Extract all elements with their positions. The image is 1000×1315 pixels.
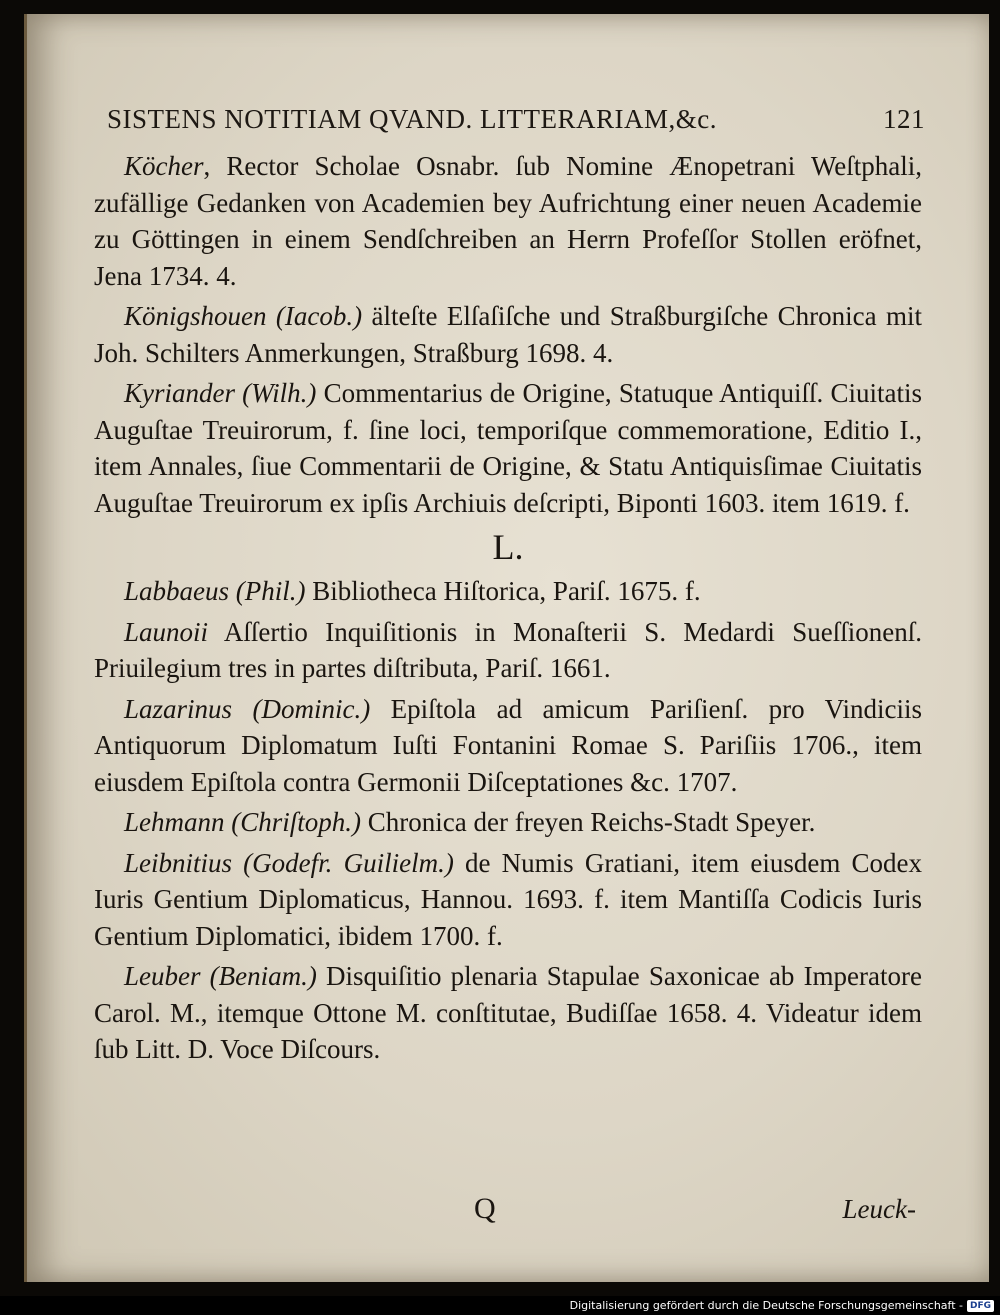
entry-text: de Numis Gratiani, item eiusdem Codex Iuris Gentium Diplomaticus, Hannou. 1693. f. item Mantiſſa Codicis Iuris Gentium Diplomatici, ibidem 1700. f. [94, 847, 922, 951]
body-text [94, 148, 922, 1072]
entry-text: , Rector Scholae Osnabr. ſub Nomine Ænopetrani Weſtphali, zufällige Gedanken von Academien bey Aufrichtung einer neuen Academie zu Göttingen in einem Sendſchreiben an Herrn Profeſſor Stollen eröfnet, Jena 1734. 4. [94, 151, 922, 291]
entry-text: Chronica der freyen Reichs-Stadt Speyer. [361, 807, 816, 837]
entry-kyriander [94, 375, 922, 521]
entry-text: Epiſtola ad amicum Pariſienſ. pro Vindiciis Antiquorum Diplomatum Iuſti Fontanini Romae S. Pariſiis 1706., item eiusdem Epiſtola contra Germonii Diſceptationes &c. 1707. [94, 693, 922, 797]
entry-author: Leibnitius (Godefr. Guilielm.) [124, 847, 454, 878]
entry-lazarinus [94, 691, 922, 801]
entry-leibnitius [94, 845, 922, 955]
entry-author: Launoii [124, 616, 209, 647]
entry-text: Commentarius de Origine, Statuque Antiquiſſ. Ciuitatis Auguſtae Treuirorum, f. ſine loci, temporiſque commemoratione, Editio I., item Annales, ſiue Commentarii de Origine, & Statu Antiquisſimae Ciuitatis Auguſtae Treuirorum ex ipſis Archiuis deſcripti, Biponti 1603. item 1619. f. [94, 378, 922, 518]
entry-text: älteſte Elſaſiſche und Straßburgiſche Chronica mit Joh. Schilters Anmerkungen, Straßburg 1698. 4. [94, 301, 922, 368]
page-number: 121 [883, 104, 925, 134]
entry-author: Lazarinus (Dominic.) [124, 693, 371, 724]
entry-kocher [94, 148, 922, 294]
entry-labbaeus [94, 573, 922, 610]
section-letter-heading: L. [492, 527, 524, 567]
dfg-credit-bar [0, 1296, 1000, 1315]
entry-konigshouen [94, 298, 922, 371]
running-head [107, 104, 925, 135]
entry-author: Kyriander (Wilh.) [124, 378, 317, 408]
entry-author: Labbaeus (Phil.) [124, 576, 306, 606]
entry-launoii [94, 614, 922, 687]
running-head-title: SISTENS NOTITIAM QVAND. LITTERARIAM,&c. [107, 104, 717, 134]
dfg-credit-text: Digitalisierung gefördert durch die Deutsche Forschungsgemeinschaft - [569, 1299, 963, 1312]
entry-text: Bibliotheca Hiſtorica, Pariſ. 1675. f. [305, 576, 701, 606]
entry-lehmann [94, 804, 922, 841]
entry-leuber [94, 958, 922, 1068]
page-footer [94, 1192, 922, 1232]
entry-author: Lehmann (Chriſtoph.) [124, 807, 362, 837]
entry-text: Disquiſitio plenaria Stapulae Saxonicae ab Imperatore Carol. M., itemque Ottone M. conſtitutae, Budiſſae 1658. 4. Videatur idem ſub Litt. D. Voce Diſcours. [94, 961, 922, 1064]
entry-author: Köcher [124, 151, 204, 181]
dfg-logo-icon: DFG [967, 1300, 994, 1312]
signature-mark: Q [474, 1192, 496, 1225]
entry-author: Leuber (Beniam.) [124, 961, 317, 991]
entry-text: Aſſertio Inquiſitionis in Monaſterii S. Medardi Sueſſionenſ. Priuilegium tres in partes diſtributa, Pariſ. 1661. [94, 616, 922, 683]
catchword: Leuck- [842, 1194, 916, 1224]
entry-author: Königshouen (Iacob.) [124, 301, 363, 331]
